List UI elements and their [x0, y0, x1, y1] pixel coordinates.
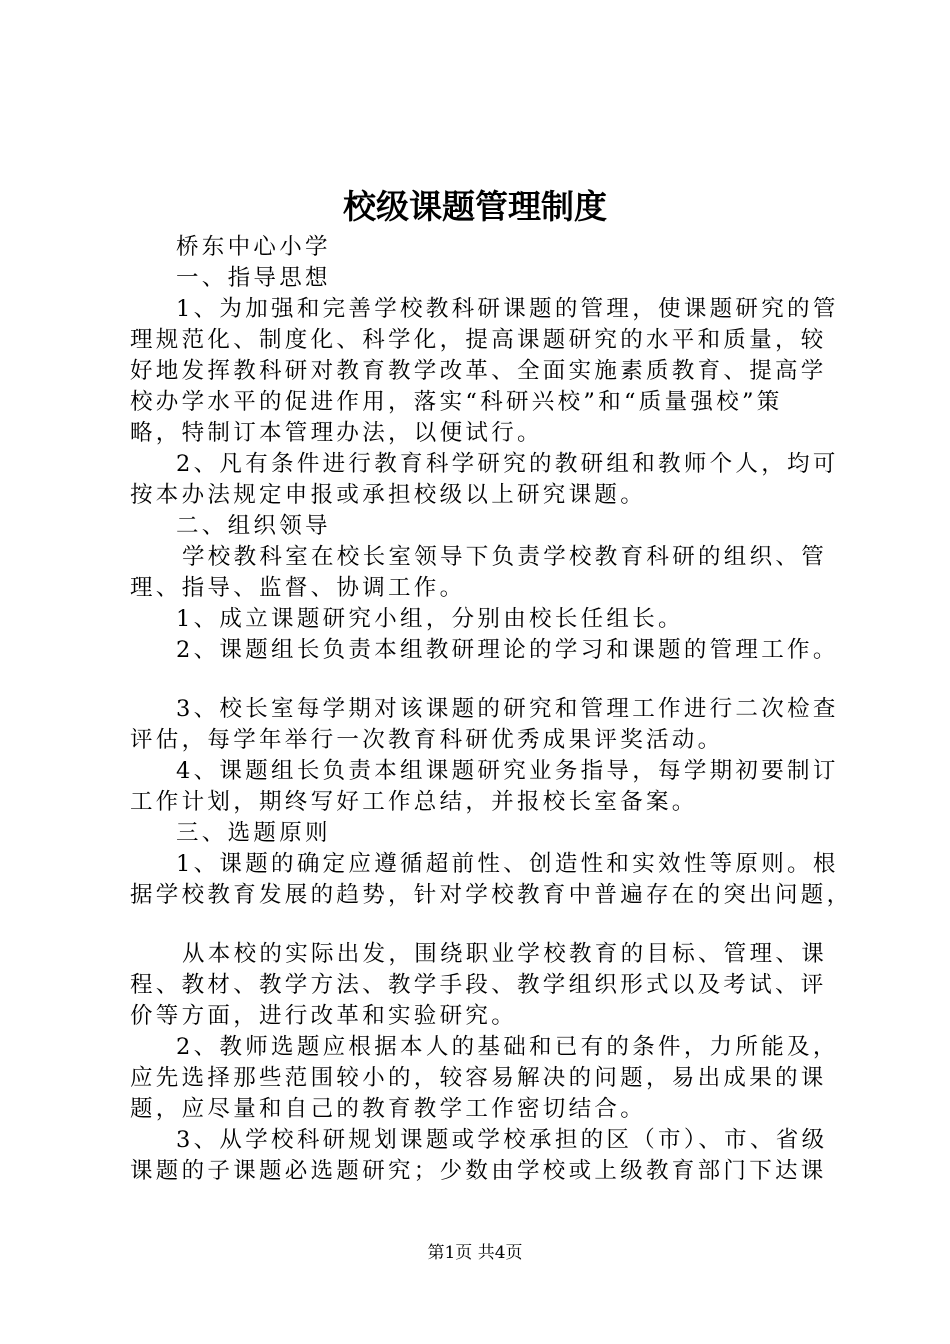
paragraph-line: 略，特制订本管理办法，以便试行。 — [130, 420, 543, 446]
paragraph-line: 题，应尽量和自己的教育教学工作密切结合。 — [130, 1096, 647, 1122]
paragraph-line: 价等方面，进行改革和实验研究。 — [130, 1003, 518, 1029]
paragraph-gap — [130, 911, 830, 939]
document-body — [130, 232, 853, 1187]
paragraph-line: 理规范化、制度化、科学化，提高课题研究的水平和质量，较 — [130, 327, 827, 353]
paragraph-line: 1、课题的确定应遵循超前性、创造性和实效性等原则。根 — [176, 851, 839, 877]
paragraph-line: 2、课题组长负责本组教研理论的学习和课题的管理工作。 — [176, 637, 839, 663]
paragraph-line: 1、成立课题研究小组，分别由校长任组长。 — [176, 606, 684, 632]
paragraph-line: 2、教师选题应根据本人的基础和已有的条件，力所能及， — [176, 1034, 839, 1060]
paragraph-line: 学校教科室在校长室领导下负责学校教育科研的组织、管 — [182, 544, 828, 570]
document-title: 校级课题管理制度 — [343, 187, 607, 226]
paragraph-line: 校办学水平的促进作用，落实“科研兴校”和“质量强校”策 — [130, 389, 783, 415]
paragraph-line: 程、教材、教学方法、教学手段、教学组织形式以及考试、评 — [130, 972, 827, 998]
paragraph-line: 3、校长室每学期对该课题的研究和管理工作进行二次检查 — [176, 696, 839, 722]
school-name: 桥东中心小学 — [176, 234, 331, 260]
paragraph-line: 1、为加强和完善学校教科研课题的管理，使课题研究的管 — [176, 296, 839, 322]
paragraph-line: 从本校的实际出发，围绕职业学校教育的目标、管理、课 — [182, 941, 828, 967]
paragraph-line: 理、指导、监督、协调工作。 — [130, 575, 466, 601]
paragraph-line: 按本办法规定申报或承担校级以上研究课题。 — [130, 482, 647, 508]
paragraph-line: 课题的子课题必选题研究；少数由学校或上级教育部门下达课 — [130, 1158, 827, 1184]
paragraph-line: 2、凡有条件进行教育科学研究的教研组和教师个人，均可 — [176, 451, 839, 477]
section-heading: 二、组织领导 — [176, 513, 331, 539]
paragraph-line: 工作计划，期终写好工作总结，并报校长室备案。 — [130, 789, 698, 815]
paragraph-line: 评估，每学年举行一次教育科研优秀成果评奖活动。 — [130, 727, 724, 753]
section-heading: 三、选题原则 — [176, 820, 331, 846]
paragraph-line: 好地发挥教科研对教育教学改革、全面实施素质教育、提高学 — [130, 358, 827, 384]
page-footer: 第1页 共4页 — [427, 1243, 523, 1263]
paragraph-gap — [130, 666, 830, 694]
paragraph-line: 3、从学校科研规划课题或学校承担的区（市）、市、省级 — [176, 1127, 828, 1153]
paragraph-line: 据学校教育发展的趋势，针对学校教育中普遍存在的突出问题， — [130, 882, 853, 908]
paragraph-line: 4、课题组长负责本组课题研究业务指导，每学期初要制订 — [176, 758, 839, 784]
section-heading: 一、指导思想 — [176, 265, 331, 291]
paragraph-line: 应先选择那些范围较小的，较容易解决的问题，易出成果的课 — [130, 1065, 827, 1091]
